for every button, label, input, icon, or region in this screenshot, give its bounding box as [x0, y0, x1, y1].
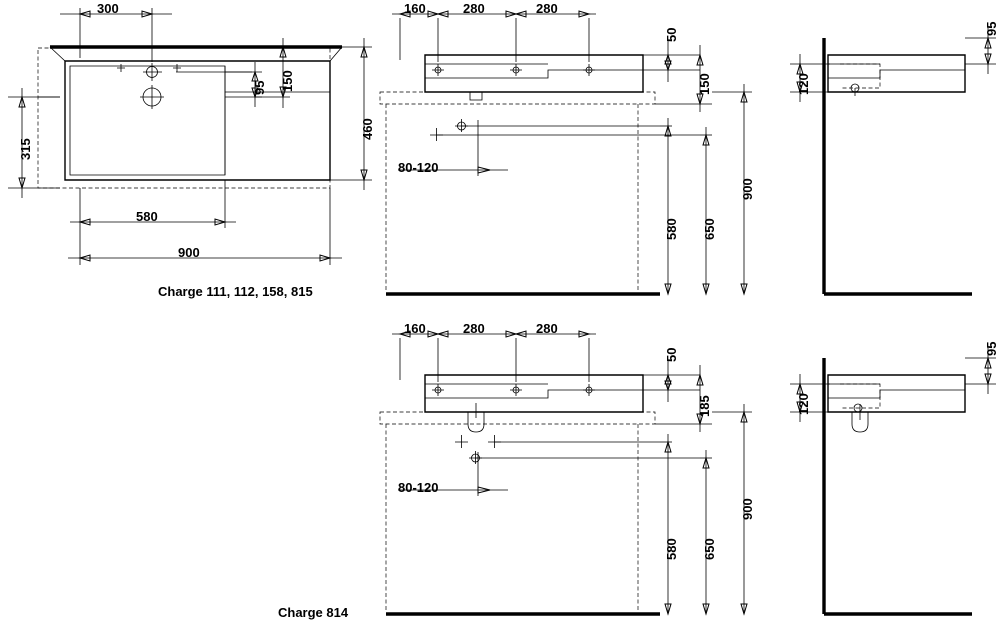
dim-label-150-fe1: 150 [697, 73, 712, 95]
fe1-extents-dashed [380, 92, 655, 104]
dim-label-460: 460 [360, 118, 375, 140]
plan-backsplash-edge2 [330, 47, 342, 61]
dim-label-280a-top: 280 [463, 1, 485, 16]
front-elevation-bottom [380, 331, 752, 614]
dim-label-120-se2: 120 [796, 393, 811, 415]
dim-label-95-se1: 95 [984, 21, 999, 36]
plan-view-top-left [8, 8, 372, 265]
dim-label-315: 315 [18, 138, 33, 160]
dim-label-80-120-bottom: 80-120 [398, 480, 439, 495]
side-elevation-bottom [790, 348, 996, 614]
se2-basin-outline [828, 375, 965, 412]
fe2-connection-marks [455, 435, 700, 464]
dim-label-150-plan: 150 [280, 70, 295, 92]
charge-label-bottom: Charge 814 [278, 605, 349, 620]
dim-label-300: 300 [97, 1, 119, 16]
dim-label-900-plan: 900 [178, 245, 200, 260]
fe1-basin-outline [425, 55, 643, 92]
dim-label-900-fe2: 900 [740, 498, 755, 520]
fe1-connection-marks [430, 119, 700, 141]
fe2-basin-outline [425, 375, 643, 412]
dim-label-120-se1: 120 [796, 73, 811, 95]
plan-backsplash-edge [50, 47, 65, 61]
fe1-waste-stub [470, 92, 482, 100]
dim-label-580-plan: 580 [136, 209, 158, 224]
side-elevation-top [790, 28, 996, 294]
dim-label-160-top: 160 [404, 1, 426, 16]
dim-label-95-plan: 95 [252, 80, 267, 95]
fe2-extents-dashed [380, 412, 655, 424]
dim-label-650-fe2: 650 [702, 538, 717, 560]
dim-label-95-se2: 95 [984, 341, 999, 356]
front-elevation-top [380, 11, 752, 294]
dim-label-280b-bottom: 280 [536, 321, 558, 336]
dim-label-50-bottom: 50 [664, 347, 679, 362]
dim-label-50-top: 50 [664, 27, 679, 42]
dim-label-650-fe1: 650 [702, 218, 717, 240]
dim-label-160-bottom: 160 [404, 321, 426, 336]
se1-basin-outline [828, 55, 965, 92]
dim-label-80-120-top: 80-120 [398, 160, 439, 175]
dim-label-900-fe1: 900 [740, 178, 755, 200]
dim-label-580-fe1: 580 [664, 218, 679, 240]
dim-label-185: 185 [697, 395, 712, 417]
dim-label-280a-bottom: 280 [463, 321, 485, 336]
dim-label-280b-top: 280 [536, 1, 558, 16]
charge-label-top: Charge 111, 112, 158, 815 [158, 284, 313, 299]
dim-label-580-fe2: 580 [664, 538, 679, 560]
